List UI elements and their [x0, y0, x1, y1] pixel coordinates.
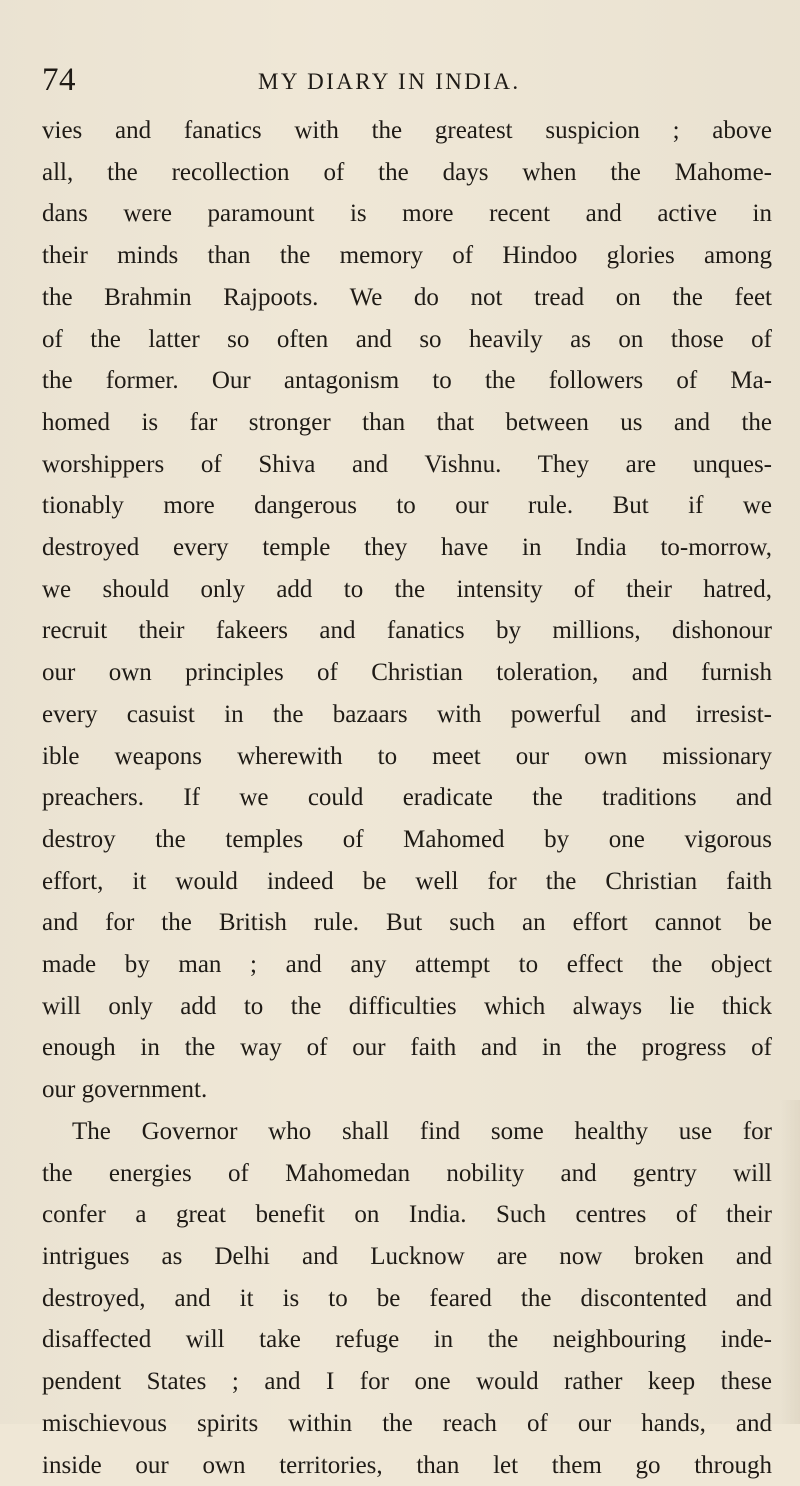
- paragraph-end-line: our government.: [42, 1069, 772, 1111]
- page-number: 74: [42, 58, 76, 102]
- text-line: worshippers of Shiva and Vishnu. They are unques-: [42, 444, 772, 486]
- text-line: effort, it would indeed be well for the Christian faith: [42, 861, 772, 903]
- text-line: all, the recollection of the days when the Mahome-: [42, 152, 772, 194]
- page-edge-shadow: [780, 1100, 800, 1424]
- text-line: the energies of Mahomedan nobility and gentry will: [42, 1153, 772, 1195]
- text-line: we should only add to the intensity of their hatred,: [42, 569, 772, 611]
- text-line: pendent States ; and I for one would rather keep these: [42, 1361, 772, 1403]
- text-line: vies and fanatics with the greatest suspicion ; above: [42, 110, 772, 152]
- text-line: preachers. If we could eradicate the traditions and: [42, 777, 772, 819]
- text-line: and for the British rule. But such an effort cannot be: [42, 902, 772, 944]
- running-title: MY DIARY IN INDIA.: [258, 62, 521, 102]
- body-text: [42, 110, 772, 1486]
- text-line: destroy the temples of Mahomed by one vigorous: [42, 819, 772, 861]
- text-line: every casuist in the bazaars with powerful and irresist-: [42, 694, 772, 736]
- text-line: the former. Our antagonism to the followers of Ma-: [42, 360, 772, 402]
- text-line: our own principles of Christian toleration, and furnish: [42, 652, 772, 694]
- text-line: will only add to the difficulties which always lie thick: [42, 986, 772, 1028]
- text-line: inside our own territories, than let them go through: [42, 1445, 772, 1486]
- text-line: confer a great benefit on India. Such centres of their: [42, 1194, 772, 1236]
- running-header: [42, 58, 772, 102]
- text-line: intrigues as Delhi and Lucknow are now broken and: [42, 1236, 772, 1278]
- text-line: destroyed every temple they have in India to-morrow,: [42, 527, 772, 569]
- text-line: destroyed, and it is to be feared the discontented and: [42, 1278, 772, 1320]
- text-line: their minds than the memory of Hindoo glories among: [42, 235, 772, 277]
- text-line: the Brahmin Rajpoots. We do not tread on the feet: [42, 277, 772, 319]
- paragraph-start-line: The Governor who shall find some healthy use for: [42, 1111, 772, 1153]
- text-line: disaffected will take refuge in the neighbouring inde-: [42, 1319, 772, 1361]
- text-line: made by man ; and any attempt to effect the object: [42, 944, 772, 986]
- text-line: of the latter so often and so heavily as on those of: [42, 319, 772, 361]
- text-line: mischievous spirits within the reach of our hands, and: [42, 1403, 772, 1445]
- text-line: tionably more dangerous to our rule. But if we: [42, 485, 772, 527]
- text-line: homed is far stronger than that between us and the: [42, 402, 772, 444]
- text-line: ible weapons wherewith to meet our own missionary: [42, 736, 772, 778]
- text-line: recruit their fakeers and fanatics by millions, dishonour: [42, 610, 772, 652]
- text-line: enough in the way of our faith and in the progress of: [42, 1027, 772, 1069]
- text-line: dans were paramount is more recent and active in: [42, 193, 772, 235]
